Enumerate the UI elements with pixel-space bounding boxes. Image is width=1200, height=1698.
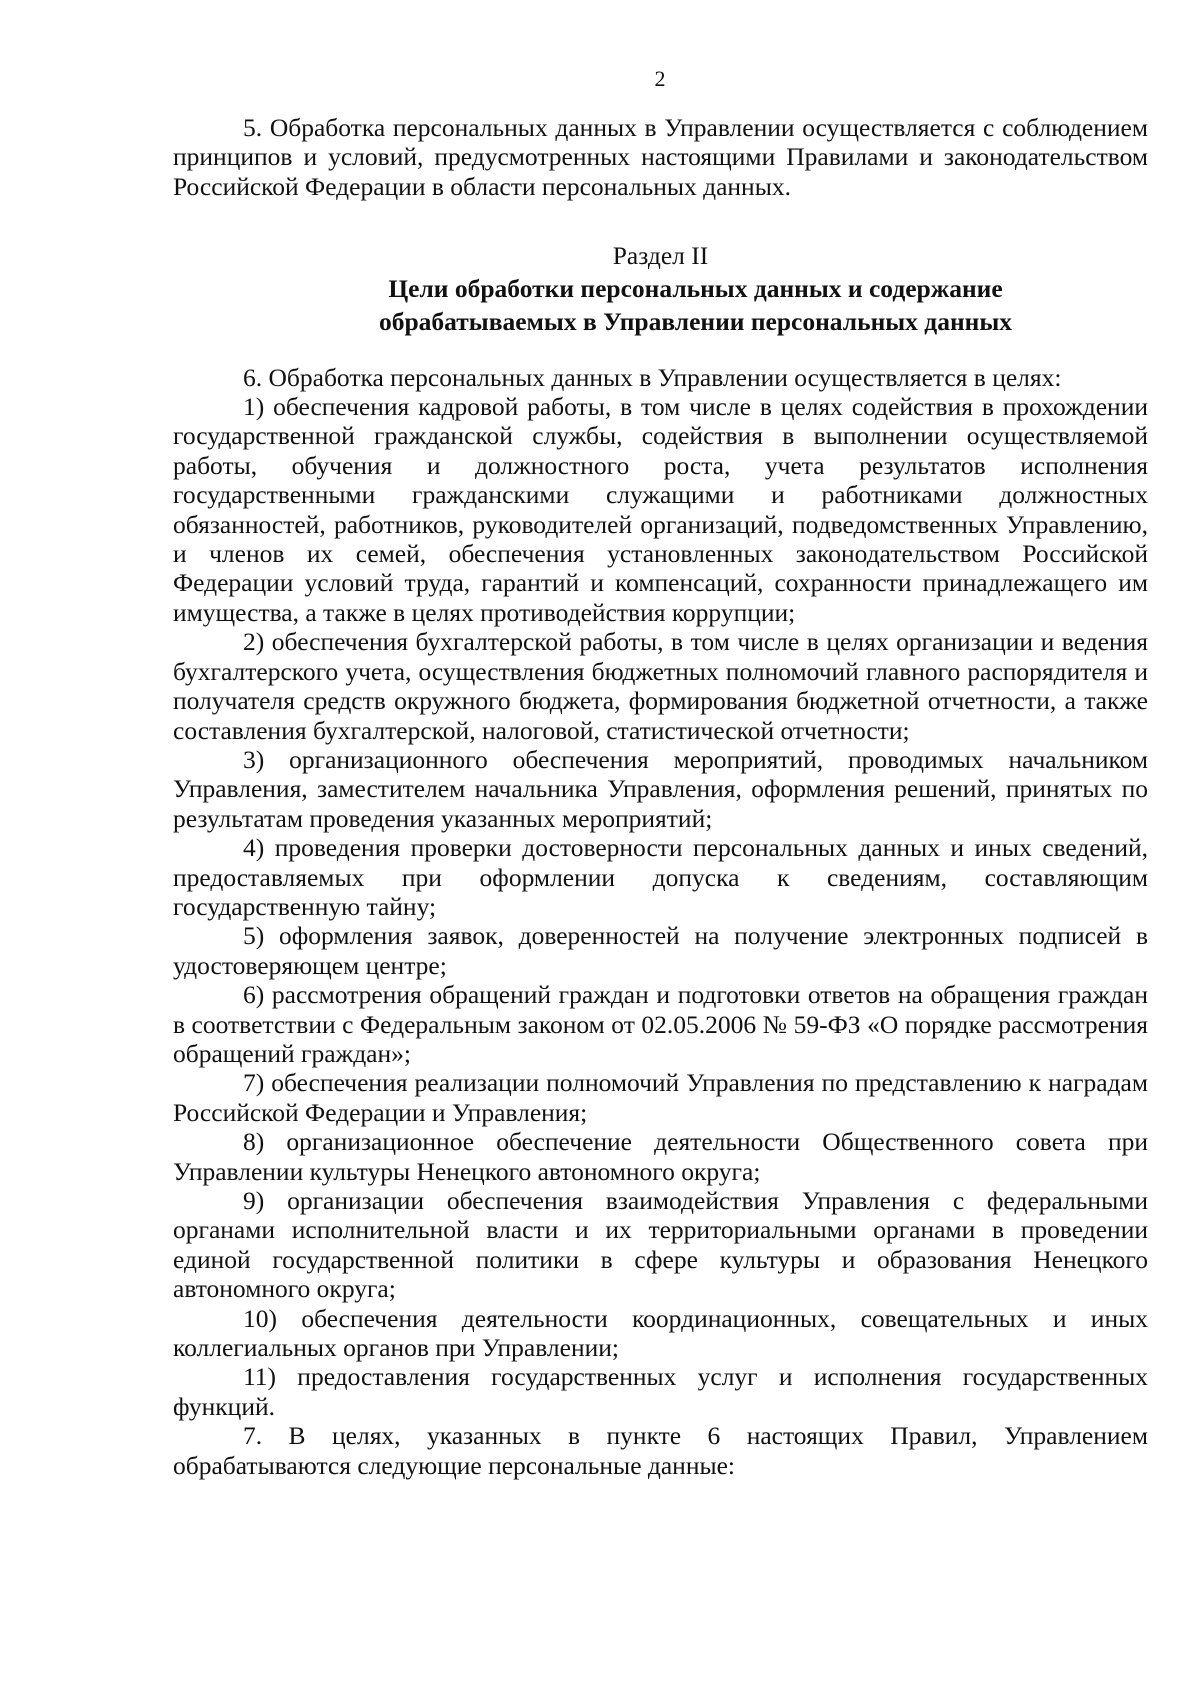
list-item-6: 6) рассмотрения обращений граждан и подготовки ответов на обращения граждан в соответствии с Федеральным законом от 02.05.2006 № 59-ФЗ «О порядке рассмотрения обращений граждан»;	[173, 980, 1148, 1068]
document-body	[173, 113, 1148, 1480]
list-item-5: 5) оформления заявок, доверенностей на получение электронных подписей в удостоверяющем центре;	[173, 921, 1148, 980]
list-item-9: 9) организации обеспечения взаимодействия Управления с федеральными органами исполнительной власти и их территориальными органами в проведении единой государственной политики в сфере культуры и образования Ненецкого автономного округа;	[173, 1186, 1148, 1304]
list-item-7: 7) обеспечения реализации полномочий Управления по представлению к наградам Российской Федерации и Управления;	[173, 1068, 1148, 1127]
list-item-8: 8) организационное обеспечение деятельности Общественного совета при Управлении культуры Ненецкого автономного округа;	[173, 1127, 1148, 1186]
section-title-line-1: Цели обработки персональных данных и содержание	[388, 273, 1003, 303]
page-number: 2	[654, 66, 666, 91]
list-item-11: 11) предоставления государственных услуг и исполнения государственных функций.	[173, 1362, 1148, 1421]
list-item-1: 1) обеспечения кадровой работы, в том числе в целях содействия в прохождении государственной гражданской службы, содействия в выполнении осуществляемой работы, обучения и должностного роста, учета результатов исполнения государственными гражданскими служащими и работниками должностных обязанностей, работников, руководителей организаций, подведомственных Управлению, и членов их семей, обеспечения установленных законодательством Российской Федерации условий труда, гарантий и компенсаций, сохранности принадлежащего им имущества, а также в целях противодействия коррупции;	[173, 392, 1148, 627]
list-item-4: 4) проведения проверки достоверности персональных данных и иных сведений, предоставляемых при оформлении допуска к сведениям, составляющим государственную тайну;	[173, 833, 1148, 921]
paragraph-5: 5. Обработка персональных данных в Управлении осуществляется с соблюдением принципов и условий, предусмотренных настоящими Правилами и законодательством Российской Федерации в области персональных данных.	[173, 113, 1148, 201]
section-title-line-2: обрабатываемых в Управлении персональных данных	[379, 306, 1012, 336]
list-item-2: 2) обеспечения бухгалтерской работы, в том числе в целях организации и ведения бухгалтерского учета, осуществления бюджетных полномочий главного распорядителя и получателя средств окружного бюджета, формирования бюджетной отчетности, а также составления бухгалтерской, налоговой, статистической отчетности;	[173, 627, 1148, 745]
list-item-3: 3) организационного обеспечения мероприятий, проводимых начальником Управления, заместителем начальника Управления, оформления решений, принятых по результатам проведения указанных мероприятий;	[173, 744, 1148, 833]
section-label: Раздел II	[612, 241, 709, 271]
paragraph-7: 7. В целях, указанных в пункте 6 настоящих Правил, Управлением обрабатываются следующие персональные данные:	[173, 1421, 1148, 1480]
paragraph-6: 6. Обработка персональных данных в Управлении осуществляется в целях:	[243, 362, 1062, 392]
list-item-10: 10) обеспечения деятельности координационных, совещательных и иных коллегиальных органов при Управлении;	[173, 1303, 1148, 1363]
